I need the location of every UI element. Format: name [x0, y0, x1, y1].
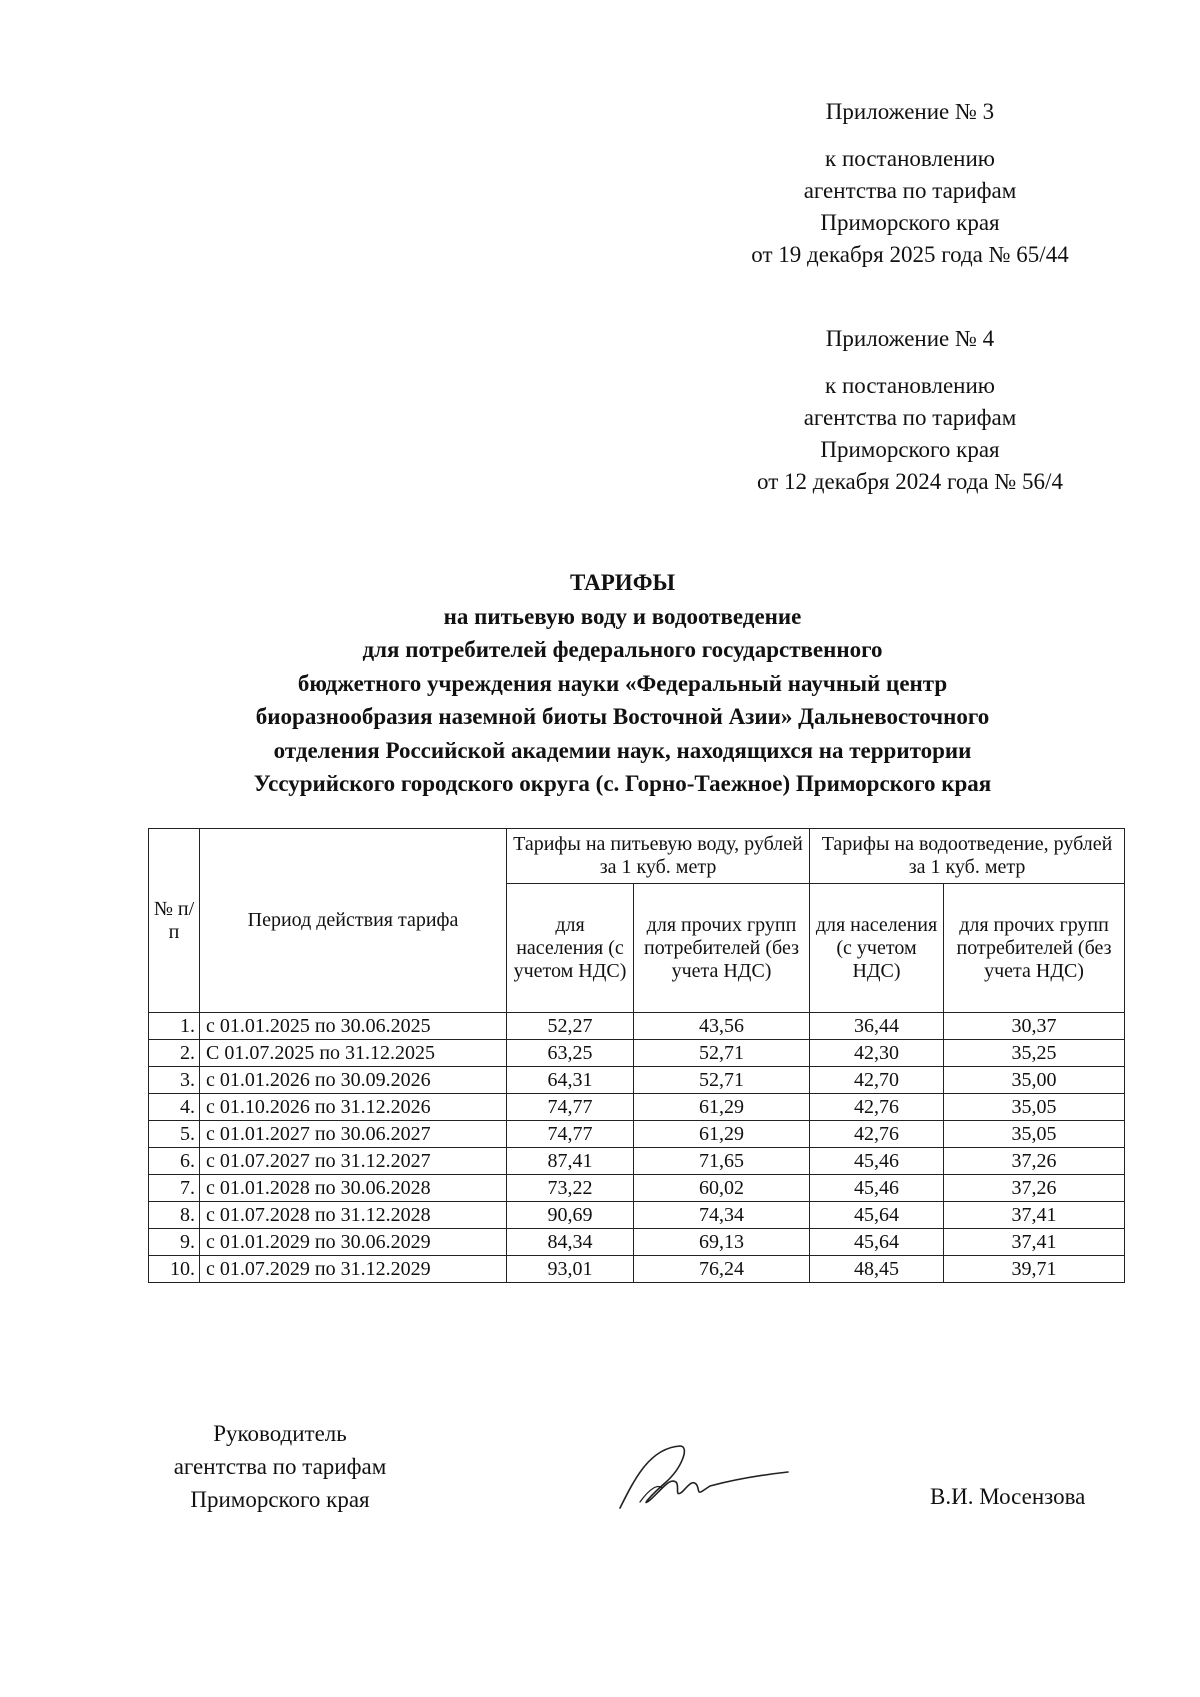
tariffs-table: [148, 828, 1125, 1283]
header-number: № п/ п: [149, 829, 200, 1013]
row-period: с 01.01.2029 по 30.06.2029: [200, 1229, 507, 1256]
row-sewage-other: 35,25: [944, 1040, 1125, 1067]
table-row: [149, 1094, 1125, 1121]
appendix-4-block: [720, 323, 1100, 498]
row-number: 9.: [149, 1229, 200, 1256]
row-sewage-population: 45,46: [810, 1175, 944, 1202]
row-sewage-other: 35,05: [944, 1121, 1125, 1148]
row-number: 4.: [149, 1094, 200, 1121]
row-number: 1.: [149, 1013, 200, 1040]
row-sewage-population: 42,76: [810, 1094, 944, 1121]
title-line: бюджетного учреждения науки «Федеральный научный центр: [297, 670, 948, 696]
title-line: на питьевую воду и водоотведение: [443, 603, 802, 629]
row-sewage-population: 48,45: [810, 1256, 944, 1283]
row-period: с 01.07.2028 по 31.12.2028: [200, 1202, 507, 1229]
row-water-other: 69,13: [634, 1229, 810, 1256]
row-sewage-population: 45,64: [810, 1229, 944, 1256]
row-number: 3.: [149, 1067, 200, 1094]
row-water-other: 61,29: [634, 1094, 810, 1121]
row-water-population: 93,01: [507, 1256, 634, 1283]
title-line: для потребителей федерального государственного: [362, 637, 883, 662]
row-period: с 01.07.2029 по 31.12.2029: [200, 1256, 507, 1283]
row-water-other: 43,56: [634, 1013, 810, 1040]
signer-position: [140, 1417, 420, 1516]
header-sewage-population: для населения (с учетом НДС): [810, 884, 944, 1013]
title-line: биоразнообразия наземной биоты Восточной Азии» Дальневосточного: [255, 704, 990, 729]
document-title: [140, 566, 1105, 801]
appendix-3-line: от 19 декабря 2025 года № 65/44: [751, 242, 1069, 267]
appendix-3-title: Приложение № 3: [825, 99, 995, 124]
row-sewage-other: 39,71: [944, 1256, 1125, 1283]
row-water-other: 52,71: [634, 1067, 810, 1094]
row-water-other: 61,29: [634, 1121, 810, 1148]
table-row: [149, 1067, 1125, 1094]
row-sewage-population: 42,76: [810, 1121, 944, 1148]
signer-position-line: Приморского края: [190, 1487, 370, 1512]
row-sewage-population: 36,44: [810, 1013, 944, 1040]
appendix-3-line: агентства по тарифам: [803, 178, 1017, 203]
row-sewage-other: 37,41: [944, 1229, 1125, 1256]
row-period: С 01.07.2025 по 31.12.2025: [200, 1040, 507, 1067]
table-row: [149, 1121, 1125, 1148]
header-period: Период действия тарифа: [200, 829, 507, 1013]
signer-name: В.И. Мосензова: [930, 1484, 1086, 1509]
row-period: с 01.10.2026 по 31.12.2026: [200, 1094, 507, 1121]
row-water-other: 52,71: [634, 1040, 810, 1067]
handwritten-signature: [610, 1438, 790, 1518]
row-number: 2.: [149, 1040, 200, 1067]
row-sewage-population: 45,46: [810, 1148, 944, 1175]
signer-position-line: Руководитель: [213, 1421, 347, 1446]
row-water-other: 71,65: [634, 1148, 810, 1175]
appendix-3-line: Приморского края: [820, 210, 1000, 235]
row-number: 7.: [149, 1175, 200, 1202]
table-row: [149, 1013, 1125, 1040]
signer-position-line: агентства по тарифам: [173, 1454, 387, 1479]
row-water-population: 64,31: [507, 1067, 634, 1094]
appendix-4-line: Приморского края: [820, 437, 1000, 462]
row-period: с 01.01.2026 по 30.09.2026: [200, 1067, 507, 1094]
row-water-population: 84,34: [507, 1229, 634, 1256]
row-number: 8.: [149, 1202, 200, 1229]
row-sewage-population: 42,70: [810, 1067, 944, 1094]
row-water-population: 73,22: [507, 1175, 634, 1202]
row-water-population: 63,25: [507, 1040, 634, 1067]
table-row: [149, 1040, 1125, 1067]
row-number: 6.: [149, 1148, 200, 1175]
row-sewage-other: 37,41: [944, 1202, 1125, 1229]
appendix-4-line: от 12 декабря 2024 года № 56/4: [757, 469, 1063, 494]
row-water-population: 52,27: [507, 1013, 634, 1040]
row-number: 5.: [149, 1121, 200, 1148]
header-sewage-other: для прочих групп потребителей (без учета НДС): [944, 884, 1125, 1013]
row-water-population: 90,69: [507, 1202, 634, 1229]
appendix-4-title: Приложение № 4: [825, 326, 995, 351]
row-water-population: 74,77: [507, 1094, 634, 1121]
appendix-4-line: к постановлению: [825, 373, 995, 398]
header-sewage-group: Тарифы на водоотведение, рублей за 1 куб. метр: [810, 829, 1125, 884]
row-sewage-population: 42,30: [810, 1040, 944, 1067]
title-line: отделения Российской академии наук, находящихся на территории: [273, 737, 972, 763]
table-row: [149, 1148, 1125, 1175]
header-water-other: для прочих групп потребителей (без учета НДС): [634, 884, 810, 1013]
row-period: с 01.07.2027 по 31.12.2027: [200, 1148, 507, 1175]
row-number: 10.: [149, 1256, 200, 1283]
table-row: [149, 1229, 1125, 1256]
row-water-other: 74,34: [634, 1202, 810, 1229]
header-water-group: Тарифы на питьевую воду, рублей за 1 куб. метр: [507, 829, 810, 884]
appendix-3-block: [720, 96, 1100, 271]
row-sewage-population: 45,64: [810, 1202, 944, 1229]
row-period: с 01.01.2028 по 30.06.2028: [200, 1175, 507, 1202]
table-row: [149, 1256, 1125, 1283]
header-water-population: для населения (с учетом НДС): [507, 884, 634, 1013]
row-sewage-other: 35,00: [944, 1067, 1125, 1094]
row-sewage-other: 37,26: [944, 1148, 1125, 1175]
row-sewage-other: 30,37: [944, 1013, 1125, 1040]
row-sewage-other: 37,26: [944, 1175, 1125, 1202]
row-sewage-other: 35,05: [944, 1094, 1125, 1121]
row-water-other: 76,24: [634, 1256, 810, 1283]
row-period: с 01.01.2025 по 30.06.2025: [200, 1013, 507, 1040]
table-header-row: [149, 829, 1125, 884]
row-water-population: 87,41: [507, 1148, 634, 1175]
row-water-population: 74,77: [507, 1121, 634, 1148]
row-period: с 01.01.2027 по 30.06.2027: [200, 1121, 507, 1148]
appendix-3-line: к постановлению: [825, 146, 995, 171]
row-water-other: 60,02: [634, 1175, 810, 1202]
table-row: [149, 1175, 1125, 1202]
title-heading: ТАРИФЫ: [569, 570, 676, 595]
title-line: Уссурийского городского округа (с. Горно-Таежное) Приморского края: [253, 771, 992, 796]
appendix-4-line: агентства по тарифам: [803, 405, 1017, 430]
table-row: [149, 1202, 1125, 1229]
